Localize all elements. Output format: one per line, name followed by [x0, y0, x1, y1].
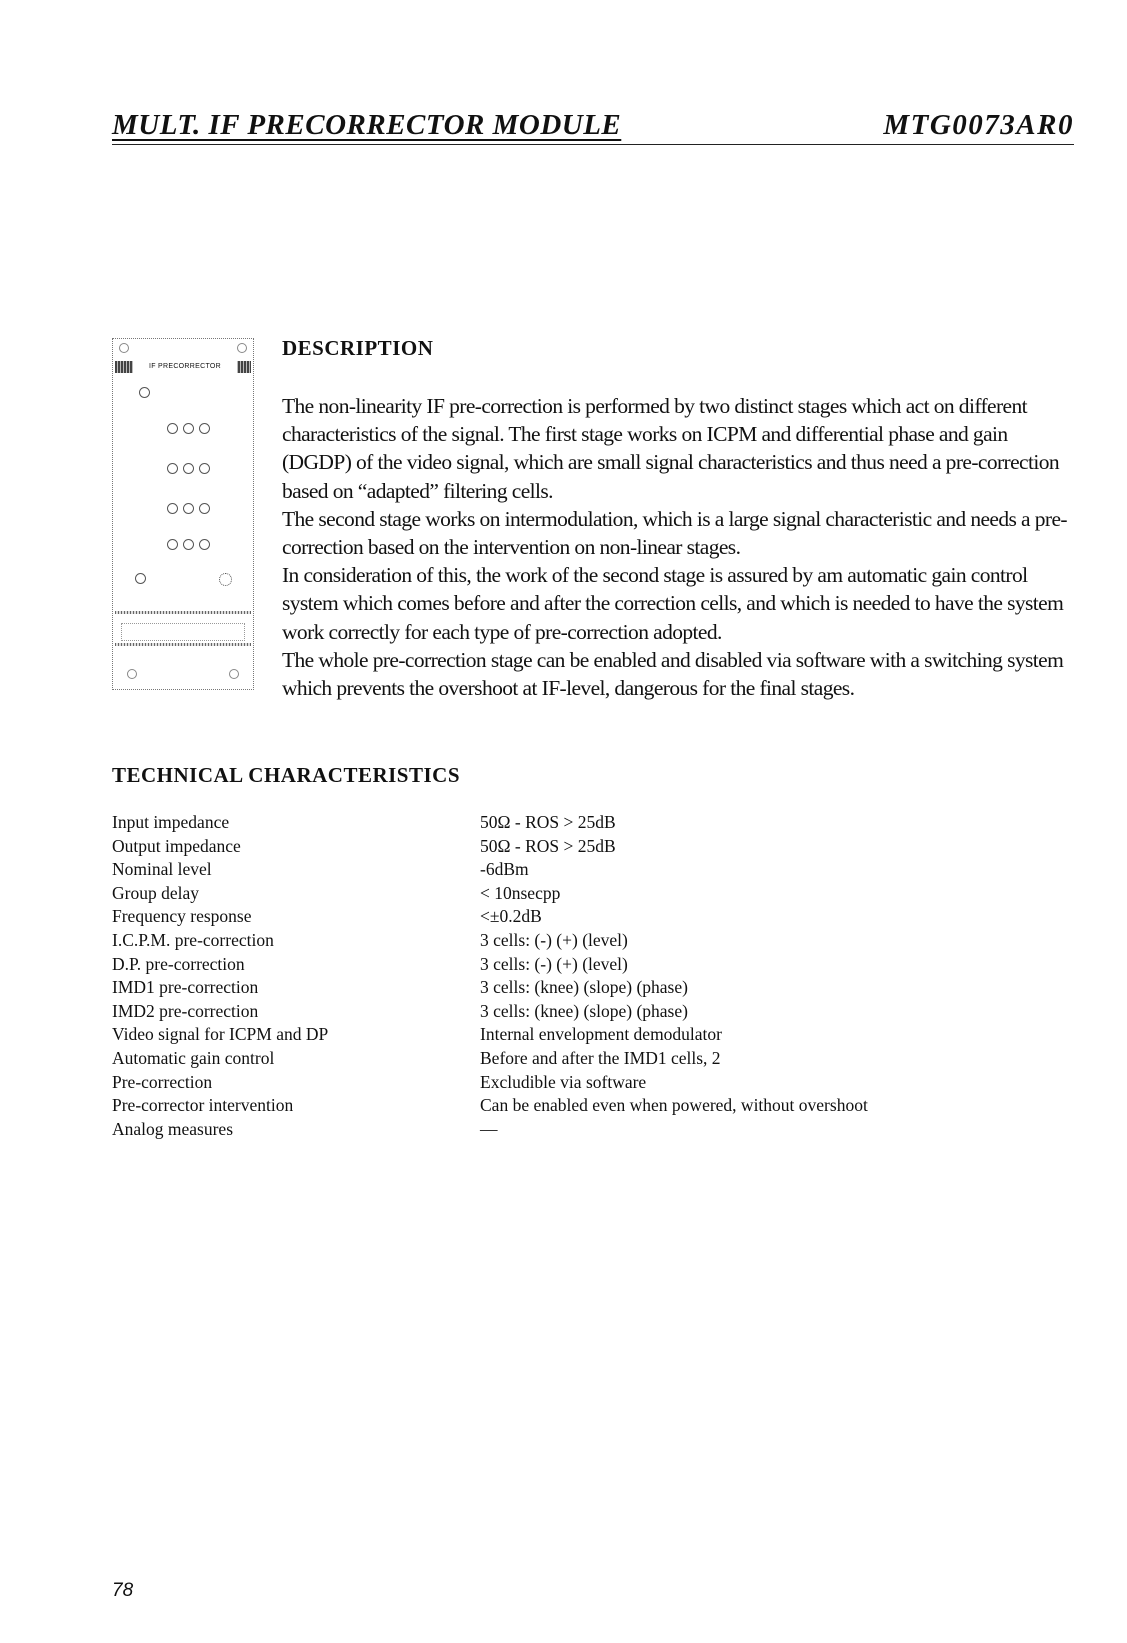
description-paragraph: The whole pre-correction stage can be enabled and disabled via software with a switching system which prevents the overshoot at IF-level, dangerous for the final stages. — [282, 647, 1064, 701]
knob-icon — [199, 539, 210, 550]
knob-icon — [183, 503, 194, 514]
spec-value: 50Ω - ROS > 25dB — [480, 835, 616, 856]
table-row — [112, 953, 1042, 977]
knob-icon — [167, 463, 178, 474]
switch-icon — [219, 573, 232, 586]
module-code: MTG0073AR0 — [883, 109, 1074, 141]
table-row — [112, 976, 1042, 1000]
module-divider — [115, 611, 251, 614]
knob-icon — [167, 423, 178, 434]
knob-icon — [199, 503, 210, 514]
page-number: 78 — [112, 1580, 134, 1601]
knob-row — [139, 573, 259, 587]
screw-icon — [237, 343, 247, 353]
description-paragraph: The non-linearity IF pre-correction is performed by two distinct stages which act on different characteristics of the signal. The first stage works on ICPM and differential phase and gain (DGDP) of the video signal, which are small signal characteristics and thus need a pre-correction based on “adapted” filtering cells. — [282, 394, 1060, 503]
page-header — [112, 104, 1074, 145]
module-label: IF PRECORRECTOR — [133, 361, 237, 373]
knob-row — [139, 423, 239, 437]
spec-label: Group delay — [112, 882, 199, 903]
spec-value: Can be enabled even when powered, without overshoot — [480, 1095, 868, 1116]
table-row — [112, 882, 1042, 906]
knob-icon — [167, 503, 178, 514]
table-row — [112, 1023, 1042, 1047]
table-row — [112, 1000, 1042, 1024]
technical-characteristics-heading: TECHNICAL CHARACTERISTICS — [112, 763, 460, 787]
module-front-panel-illustration — [112, 338, 254, 690]
spec-value: < 10nsecpp — [480, 882, 561, 903]
table-row — [112, 835, 1042, 859]
document-title: MULT. IF PRECORRECTOR MODULE — [112, 109, 622, 141]
spec-label: IMD2 pre-correction — [112, 1000, 259, 1021]
screw-icon — [229, 669, 239, 679]
spec-value: Before and after the IMD1 cells, 2 — [480, 1047, 721, 1068]
module-divider — [115, 643, 251, 646]
screw-icon — [127, 669, 137, 679]
table-row — [112, 929, 1042, 953]
description-paragraph: In consideration of this, the work of the second stage is assured by am automatic gain control system which comes before and after the correction cells, and which is needed to have the system work correctly for each type of pre-correction adopted. — [282, 563, 1064, 644]
description-body — [282, 392, 1076, 702]
knob-icon — [183, 539, 194, 550]
description-paragraph: The second stage works on intermodulation, which is a large signal characteristic and needs a pre-correction based on the intervention on non-linear stages. — [282, 506, 1067, 560]
knob-icon — [135, 573, 146, 584]
knob-icon — [139, 387, 150, 398]
table-row — [112, 1118, 1042, 1142]
spec-value: Internal envelopment demodulator — [480, 1024, 723, 1045]
spec-value: 3 cells: (-) (+) (level) — [480, 929, 628, 950]
spec-label: Output impedance — [112, 835, 241, 856]
spec-label: Input impedance — [112, 812, 230, 832]
spec-value: 3 cells: (knee) (slope) (phase) — [480, 1000, 688, 1021]
table-row — [112, 858, 1042, 882]
knob-row — [139, 463, 239, 477]
spec-label: Frequency response — [112, 906, 252, 927]
table-row — [112, 1071, 1042, 1095]
knob-icon — [183, 423, 194, 434]
knob-row — [139, 539, 239, 553]
knob-icon — [183, 463, 194, 474]
spec-value: -6dBm — [480, 859, 529, 880]
table-row — [112, 1047, 1042, 1071]
spec-label: Nominal level — [112, 859, 212, 880]
spec-label: Pre-corrector intervention — [112, 1095, 294, 1116]
table-row — [112, 905, 1042, 929]
spec-label: Pre-correction — [112, 1071, 213, 1092]
spec-value: 3 cells: (-) (+) (level) — [480, 953, 628, 974]
spec-value: Excludible via software — [480, 1071, 647, 1092]
knob-icon — [167, 539, 178, 550]
knob-icon — [199, 423, 210, 434]
knob-icon — [199, 463, 210, 474]
spec-label: D.P. pre-correction — [112, 953, 245, 974]
spec-label: I.C.P.M. pre-correction — [112, 929, 274, 950]
table-row — [112, 811, 1042, 835]
module-connector — [121, 623, 245, 641]
spec-value: 50Ω - ROS > 25dB — [480, 812, 616, 832]
table-row — [112, 1094, 1042, 1118]
spec-label: Analog measures — [112, 1118, 234, 1139]
spec-label: IMD1 pre-correction — [112, 977, 259, 998]
screw-icon — [119, 343, 129, 353]
spec-value: <±0.2dB — [480, 906, 542, 927]
spec-value: — — [480, 1118, 498, 1139]
technical-characteristics-table — [112, 811, 1042, 1141]
knob-row — [139, 503, 239, 517]
spec-label: Automatic gain control — [112, 1047, 275, 1068]
spec-value: 3 cells: (knee) (slope) (phase) — [480, 977, 688, 998]
description-heading: DESCRIPTION — [282, 336, 434, 360]
spec-label: Video signal for ICPM and DP — [112, 1024, 329, 1045]
